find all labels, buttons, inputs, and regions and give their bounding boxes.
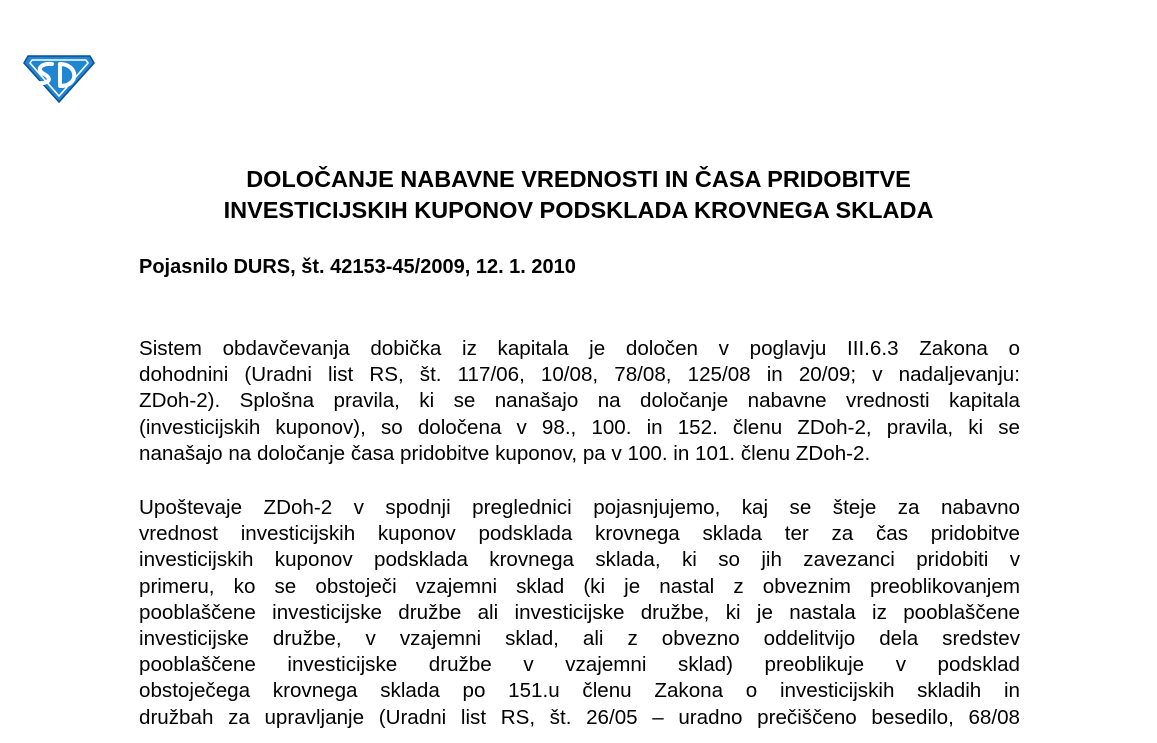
document-title-line-1: DOLOČANJE NABAVNE VREDNOSTI IN ČASA PRIDOBITVE [246, 166, 911, 192]
paragraph-line: primeru, ko se obstoječi vzajemni sklad (ki je nastal z obveznim preoblikovanjem [139, 574, 1020, 598]
paragraph-line: pooblaščene investicijske družbe v vzajemni sklad) preoblikuje v podsklad [139, 653, 1020, 677]
document-title-line-2: INVESTICIJSKIH KUPONOV PODSKLADA KROVNEGA SKLADA [223, 197, 934, 223]
paragraph-line: investicijskih kuponov podsklada krovnega sklada, ki so jih zavezanci pridobiti v [139, 548, 1020, 572]
paragraph-line: vrednost investicijskih kuponov podsklada krovnega sklada ter za čas pridobitve [139, 522, 1020, 546]
paragraph-line: ZDoh-2). Splošna pravila, ki se nanašajo na določanje nabavne vrednosti kapitala [139, 389, 1020, 413]
paragraph-1 [139, 336, 1020, 467]
paragraph-line: investicijske družbe, v vzajemni sklad, ali z obvezno oddelitvijo dela sredstev [139, 626, 1020, 650]
paragraph-line: nanašajo na določanje časa pridobitve kuponov, pa v 100. in 101. členu ZDoh-2. [139, 441, 871, 465]
logo-emblem [22, 50, 96, 104]
paragraph-line: (investicijskih kuponov), so določena v 98., 100. in 152. členu ZDoh-2, pravila, ki se [139, 415, 1020, 439]
paragraph-line: Sistem obdavčevanja dobička iz kapitala je določen v poglavju III.6.3 Zakona o [139, 337, 1020, 360]
paragraph-2 [139, 495, 1020, 731]
paragraph-line: pooblaščene investicijske družbe ali investicijske družbe, ki je nastala iz pooblaščene [139, 600, 1020, 624]
document-subtitle: Pojasnilo DURS, št. 42153-45/2009, 12. 1. 2010 [139, 256, 576, 278]
paragraph-line: družbah za upravljanje (Uradni list RS, št. 26/05 – uradno prečiščeno besedilo, 68/08 [139, 705, 1020, 729]
paragraph-line: obstoječega krovnega sklada po 151.u členu Zakona o investicijskih skladih in [139, 679, 1020, 703]
paragraph-line: dohodnini (Uradni list RS, št. 117/06, 10/08, 78/08, 125/08 in 20/09; v nadaljevanju: [139, 363, 1020, 387]
paragraph-line: Upoštevaje ZDoh-2 v spodnji preglednici pojasnjujemo, kaj se šteje za nabavno [139, 496, 1020, 519]
